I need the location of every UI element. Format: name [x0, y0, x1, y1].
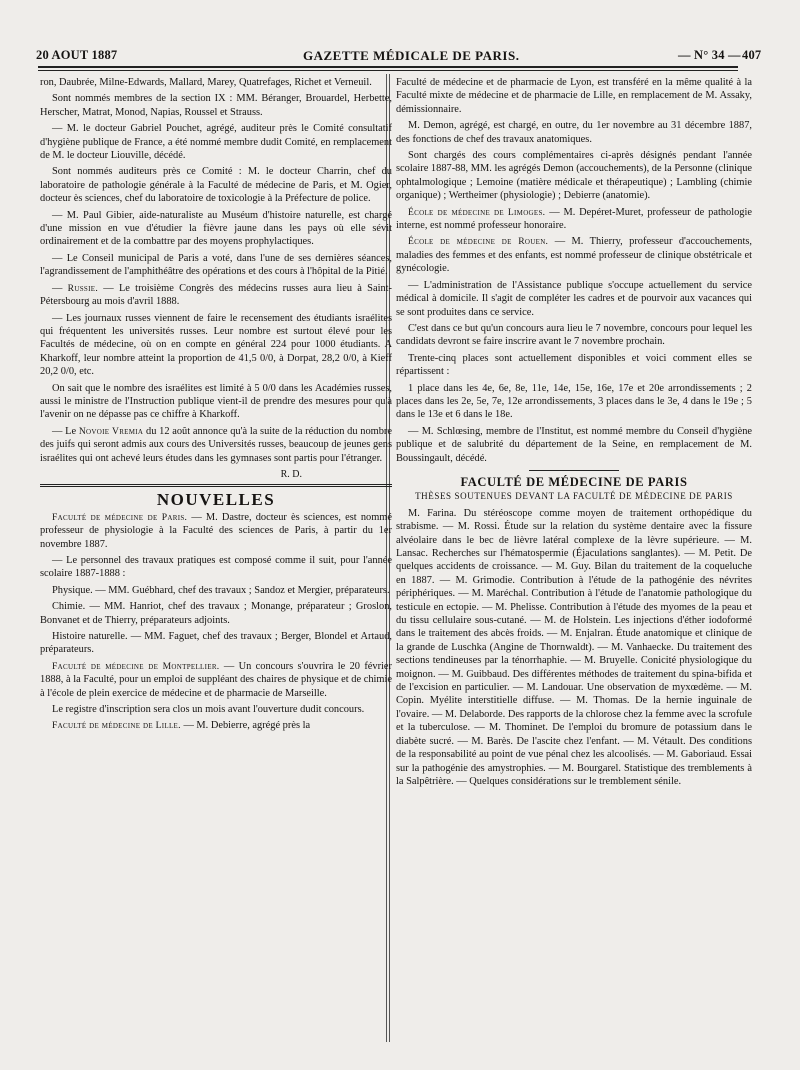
section-rule: [529, 470, 619, 471]
institution-label: Faculté de médecine de Montpellier.: [52, 660, 220, 672]
paragraph: Le registre d'inscription sera clos un mois avant l'ouverture dudit concours.: [52, 704, 365, 716]
section-subheading: THÈSES SOUTENUES DEVANT LA FACULTÉ DE MÉDECINE DE PARIS: [415, 491, 733, 502]
institution-label: École de médecine de Rouen.: [408, 236, 549, 248]
paragraph: — M. Schlœsing, membre de l'Institut, est nommé membre du Conseil d'hygiène publique et de salubrité du département de la Seine, en remplacement de M. Boussingault, décédé.: [396, 425, 752, 464]
right-column: [396, 76, 752, 791]
paragraph: [40, 511, 392, 551]
paragraph-text: — Le troisième Congrès des médecins russes aura lieu à Saint-Pétersbourg au mois d'avril 1888.: [40, 282, 392, 308]
paragraph: — M. le docteur Gabriel Pouchet, agrégé, auditeur près le Comité consultatif d'hygiène publique de France, a été nommé membre dudit Comité, en remplacement de M. le docteur Liouville, décédé.: [40, 123, 392, 162]
section-rule: [40, 484, 392, 485]
paragraph-text: — M. Dastre, docteur ès sciences, est nommé professeur de physiologie à la Faculté des sciences de Paris, à partir du 1er novembre 1887.: [40, 511, 392, 550]
paragraph: Physique. — MM. Guébhard, chef des travaux ; Sandoz et Mergier, préparateurs.: [52, 584, 390, 596]
header-rule-thin: [38, 70, 738, 71]
paragraph: [396, 206, 752, 233]
section-label: Russie.: [67, 282, 99, 294]
paragraph-text: — Un concours s'ouvrira le 20 février 1888, à la Faculté, pour un emploi de suppléant des chaires de physique et de chimie à l'école de plein exercice de médecine et de pharmacie de Marseille.: [40, 660, 393, 699]
header-date: 20 AOUT 1887: [36, 48, 118, 62]
paragraph: ron, Daubrée, Milne-Edwards, Mallard, Marey, Quatrefages, Richet et Verneuil.: [40, 77, 372, 88]
header-rule: [38, 66, 738, 68]
section-rule: [40, 486, 392, 487]
paragraph: — L'administration de l'Assistance publique s'occupe actuellement du service médical à domicile. Il s'agit de compléter les cadres et de pourvoir aux vacances qui se sont produites dans ce service.: [396, 279, 752, 318]
paragraph: Histoire naturelle. — MM. Faguet, chef des travaux ; Berger, Blondel et Artaud, préparateurs.: [40, 631, 392, 656]
signature: R. D.: [280, 468, 302, 480]
paragraph: Sont nommés membres de la section IX : MM. Béranger, Brouardel, Herbette, Herscher, Matrat, Monod, Napias, Roussel et Strauss.: [40, 93, 392, 118]
paragraph: [40, 425, 392, 465]
paragraph: [40, 660, 392, 700]
paragraph: Chimie. — MM. Hanriot, chef des travaux ; Monange, préparateur ; Groslon, Bonvanet et de Thierry, préparateurs adjoints.: [40, 601, 392, 626]
paragraph-text: du 12 août annonce qu'à la suite de la réduction du nombre des juifs qui seront admis aux cours des Universités russes, beaucoup de jeunes gens israélites qui ont achevé leurs études dans les gymnases sont partis pour l'étranger.: [40, 425, 392, 464]
paragraph: Faculté de médecine et de pharmacie de Lyon, est transféré en la même qualité à la Faculté mixte de médecine et de pharmacie de Lille, en remplacement de M. Assaky, démissionnaire.: [396, 77, 752, 115]
institution-label: École de médecine de Limoges.: [408, 206, 546, 218]
paragraph: Trente-cinq places sont actuellement disponibles et voici comment elles se répartissent :: [396, 352, 752, 378]
paragraph: — Russie. — Le troisième Congrès des médecins russes aura lieu à Saint-Pétersbourg au mois d'avril 1888.: [40, 282, 392, 308]
paragraph-text: — M. Depéret-Muret, professeur de pathologie interne, est nommé professeur honoraire.: [396, 206, 752, 232]
paragraph: — M. Paul Gibier, aide-naturaliste au Muséum d'histoire naturelle, est chargé d'une mission en vue d'étudier la fièvre jaune dans les pays où elle sévit ordinairement et de la combattre par des moyens prophylactiques.: [40, 209, 392, 248]
header-issue-number: — N° 34 —: [678, 48, 741, 62]
paragraph: Sont chargés des cours complémentaires ci-après désignés pendant l'année scolaire 1887-88, MM. les agrégés Demon (accouchements), de la Personne (clinique ophtalmologique ; Lemoine (matière médicale et thérapeutique) ; Lambling (chimie organique) ; Wertheimer (physiologie) ; Debierre (anatomie).: [396, 150, 752, 202]
newspaper-name: Novoie Vremia: [78, 425, 144, 437]
paragraph-text: — Le: [52, 425, 79, 437]
institution-label: Faculté de médecine de Paris.: [52, 511, 188, 523]
paragraph: [40, 719, 392, 732]
page-header: [18, 46, 778, 66]
header-page-number: 407: [742, 48, 762, 62]
paragraph: M. Demon, agrégé, est chargé, en outre, du 1er novembre au 31 décembre 1887, des fonctions de chef des travaux anatomiques.: [396, 120, 752, 145]
paragraph: C'est dans ce but qu'un concours aura lieu le 7 novembre, concours pour lequel les candidats devront se faire inscrire avant le 7 novembre prochain.: [396, 322, 752, 348]
paragraph: — Le Conseil municipal de Paris a voté, dans l'une de ses dernières séances, l'agrandissement de l'amphithéâtre des opérations et des cours à l'hôpital de la Pitié.: [40, 252, 392, 278]
paragraph: M. Farina. Du stéréoscope comme moyen de traitement orthopédique du strabisme. — M. Rossi. Étude sur la relation du système dentaire avec la fissure alvéolaire dans le bec de lièvre latéral complexe de la lèvre supérieure. — M. Lansac. Recherches sur l'hématospermie (Éjaculations sanglantes). — M. Petit. De quelques accidents de croissance. — M. Guy. Bilan du traitement de la coqueluche en 1887. — M. Grimodie. Contribution à l'étude de la pathogénie des névrites périphériques. — M. Maréchal. Contribution à l'étude de l'anatomie pathologique du testicule en ectopie. — M. Phelisse. Contribution à l'étude des myomes de la peau et du tissu cellulaire sous-cutané. — M. de Holstein. Les injections d'éther iodoformé dans le traitement des abcès froids. — M. Enjalran. Étude anatomique et clinique de la grande de Luschka (Angine de Thornwaldt). — M. Vanhaecke. Du traitement des sections tendineuses par la ténorrhaphie. — M. Bruyelle. Conicité physiologique du moignon. — M. Guibbaud. Des différentes méthodes de traitement du spina-bifida et de l'excision en particulier. — M. Landouar. Une observation de myxœdème. — M. Copin. Myélite interstitielle diffuse. — M. Thomas. De la hernie inguinale de l'ovaire. — M. Delaborde. Des rapports de la chlorose chez la femme avec la scrofule et la tuberculose. — M. Thominet. De l'emploi du bromure de potassium dans le diabète sucré. — M. Barès. De l'ascite chez l'enfant. — M. Vétault. Des conditions de la responsabilité au point de vue pénal chez les alcoolisés. — M. Gaboriaud. Essai sur la pathogénie des amystrophies. — M. Bourgarel. Statistique des tremblements à la Salpêtrière. — Quelques considérations sur le tremblement sénile.: [396, 507, 752, 787]
paragraph: [396, 235, 752, 275]
paragraph: — Les journaux russes viennent de faire le recensement des étudiants israélites qui fréquentent les universités russes. Leur nombre est surtout élevé pour les Facultés de médecine, où on en compte en général 224 pour 1000 étudiants. A Kharkoff, leur nombre atteint la proportion de 41,5 0/0, à Dorpat, 28,2 0/0, à Kieff 20,2 0/0, etc.: [40, 312, 392, 378]
paragraph-text: — M. Thierry, professeur d'accouchements, maladies des femmes et des enfants, est nommé professeur de clinique obstétricale et gynécologie.: [396, 236, 752, 275]
paragraph: 1 place dans les 4e, 6e, 8e, 11e, 14e, 15e, 16e, 17e et 20e arrondissements ; 2 places dans les 2e, 5e, 7e, 12e arrondissements, 3 places dans le 3e, 4 dans le 19e ; 5 dans le 13e et 6 dans le 18e.: [396, 382, 752, 421]
section-heading: FACULTÉ DE MÉDECINE DE PARIS: [460, 474, 688, 489]
header-title: GAZETTE MÉDICALE DE PARIS.: [303, 48, 520, 63]
section-heading: NOUVELLES: [156, 490, 276, 510]
paragraph: — Le personnel des travaux pratiques est composé comme il suit, pour l'année scolaire 1887-1888 :: [40, 555, 392, 580]
paragraph: On sait que le nombre des israélites est limité à 5 0/0 dans les Académies russes, aussi le ministre de l'Instruction publique vient-il de prendre des mesures pour qu'à l'avenir on ne dépasse pas ce chiffre à Kharkoff.: [40, 382, 392, 421]
institution-label: Faculté de médecine de Lille.: [52, 720, 181, 732]
left-column: [40, 76, 392, 736]
paragraph: Sont nommés auditeurs près ce Comité : M. le docteur Charrin, chef du laboratoire de pathologie générale à la Faculté de médecine de Paris, et M. Ogier, docteur ès sciences, chef du laboratoire de toxicologie à la Préfecture de police.: [40, 166, 392, 205]
paragraph-text: — M. Debierre, agrégé près la: [180, 720, 311, 732]
